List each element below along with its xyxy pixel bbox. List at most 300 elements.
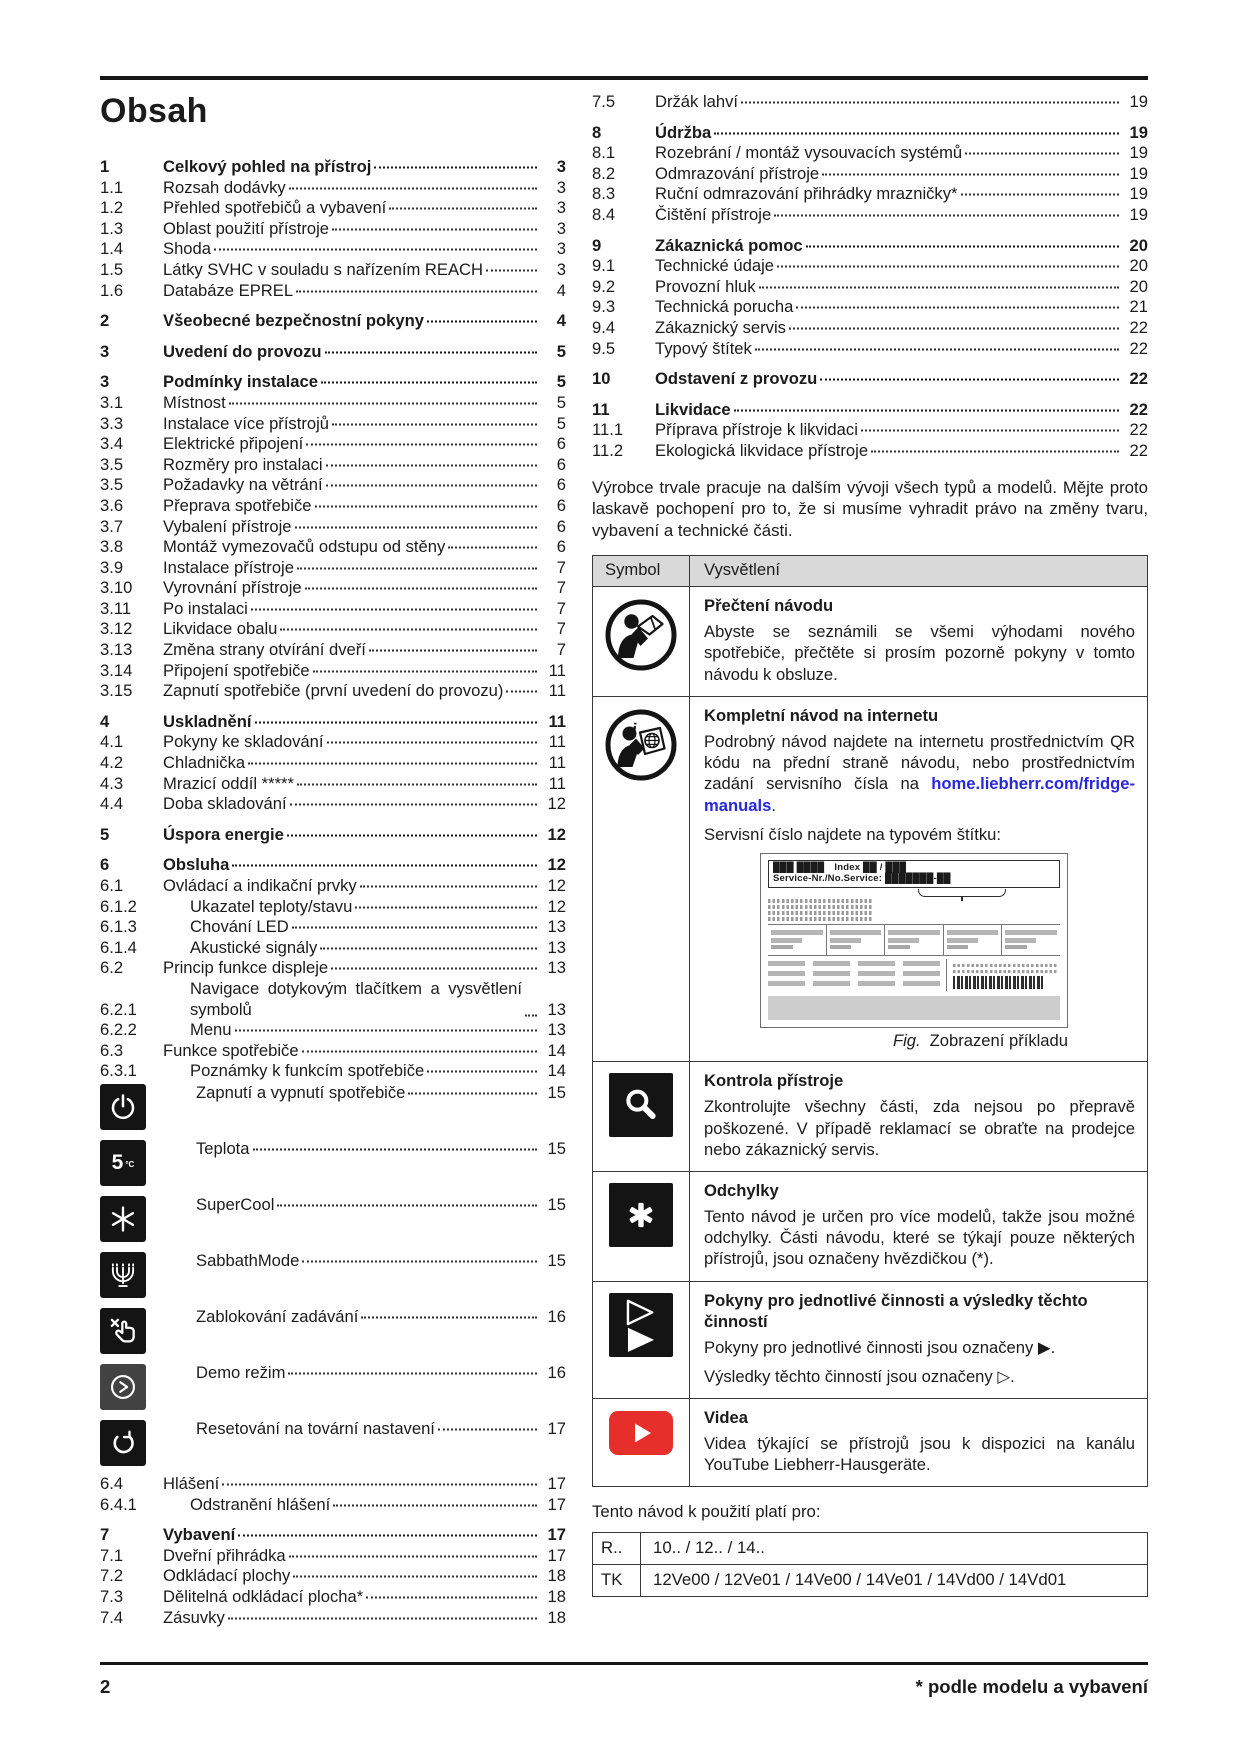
toc-entry xyxy=(100,260,566,281)
toc-entry-page: 13 xyxy=(547,999,566,1019)
toc-entry-with-icon xyxy=(100,1195,566,1250)
toc-entry-number: 3.6 xyxy=(100,495,124,515)
dotted-leader xyxy=(235,1030,537,1032)
toc-entry xyxy=(100,281,566,302)
toc-entry-number: 8.4 xyxy=(592,204,616,224)
dotted-leader xyxy=(277,1204,537,1206)
data-bar xyxy=(888,930,940,935)
toc-entry-number: 3.14 xyxy=(100,660,133,680)
toc-entry-page: 12 xyxy=(547,794,566,814)
symbol-table-row xyxy=(593,696,1147,1062)
dotted-leader xyxy=(315,505,537,507)
toc-list-right xyxy=(592,92,1148,462)
model-list-cell: 10.. / 12.. / 14.. xyxy=(653,1538,765,1558)
toc-entry-page: 4 xyxy=(556,280,566,300)
toc-entry-number: 1.2 xyxy=(100,198,124,218)
symbol-row-title: Kontrola přístroje xyxy=(704,1071,844,1091)
data-bar xyxy=(768,961,805,966)
dotted-leader xyxy=(305,588,537,590)
toc-entry-title: Menu xyxy=(190,1020,232,1040)
barcode xyxy=(953,976,1045,989)
symbol-row-title: Kompletní návod na internetu xyxy=(704,705,939,725)
toc-entry-number: 11.1 xyxy=(592,420,624,440)
toc-entry-page: 7 xyxy=(556,619,566,639)
dotted-leader xyxy=(408,1092,537,1094)
dotted-leader xyxy=(965,153,1119,155)
toc-entry-number: 2 xyxy=(100,311,110,331)
toc-entry-number: 8.2 xyxy=(592,163,616,183)
toc-entry-title: Po instalaci xyxy=(163,598,248,618)
toc-entry-page: 17 xyxy=(547,1494,566,1514)
dotted-leader xyxy=(774,214,1119,216)
toc-entry xyxy=(100,558,566,579)
toc-entry-title: Vybalení přístroje xyxy=(163,516,292,536)
plate-value-bars xyxy=(768,959,946,991)
footer-page-number: 2 xyxy=(100,1676,111,1697)
youtube-icon xyxy=(608,1410,674,1461)
toc-entry xyxy=(100,855,566,876)
toc-entry-title: Uskladnění xyxy=(163,711,252,731)
toc-entry-page: 18 xyxy=(547,1607,566,1627)
toc-entry-page: 6 xyxy=(556,434,566,454)
explanation-paragraph: Servisní číslo najdete na typovém štítku: xyxy=(704,824,1001,844)
toc-entry xyxy=(100,372,566,393)
toc-entry-number: 9.5 xyxy=(592,338,616,358)
plate-data-cell xyxy=(1002,925,1060,956)
toc-entry-title: Vybavení xyxy=(163,1525,236,1545)
toc-entry-page: 17 xyxy=(547,1525,566,1545)
symbol-column-header: Symbol xyxy=(593,556,690,586)
toc-entry-title: Oblast použití přístroje xyxy=(163,218,330,238)
footer-model-note: * podle modelu a vybavení xyxy=(915,1676,1148,1697)
toc-entry-page: 20 xyxy=(1129,256,1148,276)
dotted-leader xyxy=(292,927,537,929)
toc-entry-number: 6.1.2 xyxy=(100,896,137,916)
explanation-paragraph xyxy=(704,731,1135,816)
dotted-leader xyxy=(355,906,537,908)
toc-entry-page: 15 xyxy=(547,1082,566,1102)
dotted-leader xyxy=(327,742,538,744)
explanation-cell xyxy=(690,1172,1147,1281)
toc-entry-page: 3 xyxy=(556,218,566,238)
explanation-cell xyxy=(690,1399,1147,1486)
toc-entry-page: 11 xyxy=(548,753,566,773)
toc-entry-number: 1 xyxy=(100,157,110,176)
toc-entry-number: 1.6 xyxy=(100,280,124,300)
toc-entry xyxy=(592,339,1148,360)
toc-entry-number: 6.3 xyxy=(100,1040,124,1060)
toc-entry-title: Odstranění hlášení xyxy=(190,1494,331,1514)
toc-entry-page: 5 xyxy=(556,392,566,412)
toc-entry-number: 1.4 xyxy=(100,239,124,259)
data-bar xyxy=(903,961,940,966)
dotted-leader xyxy=(296,290,537,292)
toc-entry-page: 4 xyxy=(556,311,566,331)
toc-entry-page: 13 xyxy=(547,937,566,957)
toc-entry-with-icon xyxy=(100,1139,566,1194)
dotted-leader xyxy=(253,1148,537,1150)
dotted-leader xyxy=(369,650,537,652)
toc-entry-number: 4.3 xyxy=(100,773,124,793)
toc-entry xyxy=(100,239,566,260)
toc-entry xyxy=(100,414,566,435)
toc-entry-title: Provozní hluk xyxy=(655,276,756,296)
dotted-leader xyxy=(427,1071,537,1073)
toc-entry-title: Obsluha xyxy=(163,855,230,875)
toc-entry-number: 3.9 xyxy=(100,557,124,577)
toc-entry-number: 1.5 xyxy=(100,259,124,279)
toc-entry-page: 7 xyxy=(556,557,566,577)
toc-entry-title: Databáze EPREL xyxy=(163,280,294,300)
toc-entry-page: 19 xyxy=(1129,122,1148,142)
symbol-table-row xyxy=(593,1398,1147,1486)
toc-entry-with-icon xyxy=(100,1363,566,1418)
dotted-leader xyxy=(288,1372,537,1374)
dotted-leader xyxy=(302,1260,537,1262)
toc-entry-page: 13 xyxy=(547,958,566,978)
toc-entry-title: Ukazatel teploty/stavu xyxy=(190,896,353,916)
fine-print-line xyxy=(768,911,872,915)
toc-entry xyxy=(592,164,1148,185)
toc-entry-page: 15 xyxy=(547,1194,566,1214)
toc-entry-page: 11 xyxy=(548,660,566,680)
toc-entry-number: 3.15 xyxy=(100,681,133,701)
dotted-leader xyxy=(280,629,537,631)
toc-entry-with-icon xyxy=(100,1307,566,1362)
demo-mode-icon xyxy=(100,1364,146,1410)
dotted-leader xyxy=(332,423,537,425)
fine-print-line xyxy=(768,917,872,921)
dotted-leader xyxy=(734,409,1119,411)
toc-entry-title: Rozsah dodávky xyxy=(163,177,286,197)
toc-entry-title: Technická porucha xyxy=(655,297,794,317)
fine-print-line xyxy=(768,899,872,903)
toc-entry xyxy=(100,537,566,558)
toc-entry-title: Celkový pohled na přístroj xyxy=(163,157,372,176)
toc-entry-page: 16 xyxy=(547,1362,566,1382)
symbol-cell xyxy=(593,1172,690,1281)
toc-entry-number: 7.5 xyxy=(592,92,616,111)
dotted-leader xyxy=(486,269,537,271)
toc-entry xyxy=(592,92,1148,113)
toc-entry-title: Odstavení z provozu xyxy=(655,369,818,389)
dotted-leader xyxy=(822,173,1119,175)
toc-entry-number: 6.3.1 xyxy=(100,1061,137,1081)
explanation-cell xyxy=(690,1062,1147,1171)
toc-entry-number: 9.2 xyxy=(592,276,616,296)
toc-entry-number: 3.5 xyxy=(100,454,124,474)
data-bar xyxy=(771,938,802,943)
toc-entry xyxy=(100,876,566,897)
toc-entry-page: 6 xyxy=(556,495,566,515)
dotted-leader xyxy=(961,194,1120,196)
reset-icon xyxy=(100,1420,146,1466)
toc-entry-title: Látky SVHC v souladu s nařízením REACH xyxy=(163,259,484,279)
toc-entry-number: 3.11 xyxy=(100,598,132,618)
dotted-leader xyxy=(325,351,537,353)
dotted-leader xyxy=(287,834,537,836)
data-bar xyxy=(830,930,882,935)
toc-entry-number: 6.1.4 xyxy=(100,937,137,957)
toc-column-left xyxy=(100,80,566,1628)
toc-entry xyxy=(100,599,566,620)
explanation-cell xyxy=(690,1282,1147,1398)
plate-data-grid xyxy=(768,924,1060,957)
two-column-layout xyxy=(100,80,1148,1628)
toc-entry-number: 8 xyxy=(592,122,602,142)
plate-footer-strip xyxy=(768,996,1060,1020)
toc-entry xyxy=(100,958,566,979)
dotted-leader xyxy=(295,526,537,528)
dotted-leader xyxy=(313,670,537,672)
dotted-leader xyxy=(293,1576,537,1578)
dotted-leader xyxy=(228,1617,537,1619)
toc-entry-number: 7 xyxy=(100,1525,110,1545)
dotted-leader xyxy=(389,208,537,210)
dotted-leader xyxy=(306,444,537,446)
toc-entry-page: 19 xyxy=(1129,92,1148,111)
toc-entry-page: 19 xyxy=(1129,204,1148,224)
toc-entry-title: Likvidace xyxy=(655,399,731,419)
data-bar xyxy=(768,971,805,976)
toc-entry xyxy=(100,1041,566,1062)
dotted-leader xyxy=(232,865,537,867)
toc-entry-number: 9 xyxy=(592,235,602,255)
dotted-leader xyxy=(332,228,537,230)
model-type-cell: R.. xyxy=(593,1533,641,1564)
plate-barcode-area xyxy=(946,959,1060,991)
toc-entry xyxy=(100,661,566,682)
toc-entry-page: 15 xyxy=(547,1138,566,1158)
toc-entry-page: 17 xyxy=(547,1418,566,1438)
toc-entry-number: 8.1 xyxy=(592,143,616,163)
fine-print-line xyxy=(953,964,1057,968)
svg-text:i: i xyxy=(630,719,639,740)
dotted-leader xyxy=(297,567,537,569)
toc-entry-title: Princip funkce displeje xyxy=(163,958,329,978)
toc-entry-title: Typový štítek xyxy=(655,338,752,358)
toc-entry-page: 11 xyxy=(548,773,566,793)
toc-entry-number: 3.4 xyxy=(100,434,124,454)
temperature-icon: 5 °C xyxy=(100,1140,146,1186)
toc-entry xyxy=(100,434,566,455)
plate-serial-blocks: ███ ████ xyxy=(773,861,825,873)
toc-entry-number: 7.3 xyxy=(100,1586,124,1606)
symbol-cell xyxy=(593,1282,690,1398)
dotted-leader xyxy=(361,1316,537,1318)
toc-entry-page: 11 xyxy=(548,681,566,701)
toc-entry xyxy=(100,938,566,959)
toc-entry xyxy=(592,205,1148,226)
toc-entry-page: 11 xyxy=(548,711,566,731)
toc-entry xyxy=(592,256,1148,277)
toc-entry-page: 3 xyxy=(556,177,566,197)
dotted-leader xyxy=(360,886,537,888)
toc-entry-number: 3.10 xyxy=(100,578,133,598)
data-bar xyxy=(947,938,978,943)
toc-entry-number: 6.1 xyxy=(100,876,124,895)
toc-entry-title: Rozměry pro instalaci xyxy=(163,454,323,474)
dotted-leader xyxy=(525,1015,537,1017)
toc-entry-page: 12 xyxy=(547,824,566,844)
toc-entry-title: Mrazicí oddíl ***** xyxy=(163,773,294,793)
toc-entry-number: 11 xyxy=(592,399,610,419)
link-context-after: . xyxy=(771,795,776,815)
dotted-leader xyxy=(777,266,1119,268)
toc-entry-number: 4.1 xyxy=(100,732,124,752)
explanation-paragraph: Videa týkající se přístrojů jsou k dispozici na kanálu YouTube Liebherr-Hausgeräte. xyxy=(704,1434,1135,1475)
dotted-leader xyxy=(871,450,1119,452)
model-table-row xyxy=(593,1533,1147,1564)
data-bar xyxy=(888,938,919,943)
toc-entry-title: Navigace dotykovým tlačítkem a vysvětlení symbolů xyxy=(190,978,522,1019)
toc-entry xyxy=(100,640,566,661)
symbol-table-row xyxy=(593,1061,1147,1171)
toc-entry-title: Zapnutí spotřebiče (první uvedení do provozu) xyxy=(163,681,504,701)
toc-entry-number: 3.1 xyxy=(100,392,124,412)
toc-entry-page: 22 xyxy=(1129,338,1148,358)
toc-entry-number: 1.1 xyxy=(100,177,124,197)
fine-print-line xyxy=(768,905,872,909)
toc-entry xyxy=(592,277,1148,298)
figure-caption-text: Zobrazení příkladu xyxy=(929,1031,1068,1051)
toc-entry-title: Elektrické připojení xyxy=(163,434,304,454)
dotted-leader xyxy=(238,1535,537,1537)
explanation-cell xyxy=(690,587,1147,696)
dotted-leader xyxy=(861,430,1119,432)
toc-entry-page: 12 xyxy=(547,896,566,916)
dotted-leader xyxy=(214,249,537,251)
toc-entry-title: Chování LED xyxy=(190,917,289,937)
dotted-leader xyxy=(289,1555,537,1557)
toc-entry-title: Dělitelná odkládací plocha* xyxy=(163,1586,364,1606)
figure-caption-label: Fig. xyxy=(892,1031,921,1051)
toc-entry-page: 22 xyxy=(1129,369,1148,389)
toc-entry xyxy=(100,342,566,363)
toc-entry-title: Všeobecné bezpečnostní pokyny xyxy=(163,311,424,331)
toc-entry xyxy=(100,1020,566,1041)
plate-data-cell xyxy=(768,925,827,956)
toc-entry-page: 12 xyxy=(547,855,566,875)
model-list-cell: 12Ve00 / 12Ve01 / 14Ve00 / 14Ve01 / 14Vd00 / 14Vd01 xyxy=(653,1570,1067,1590)
toc-entry-title: Funkce spotřebiče xyxy=(163,1040,299,1060)
toc-entry-number: 9.1 xyxy=(592,256,616,276)
manufacturer-note: Výrobce trvale pracuje na dalším vývoji všech typů a modelů. Mějte proto laskavě pochopení pro to, že si musíme vyhradit právo na změny tvaru, vybavení a technické části. xyxy=(592,477,1148,540)
toc-entry-page: 13 xyxy=(547,1020,566,1040)
toc-entry xyxy=(592,297,1148,318)
data-bar xyxy=(771,945,793,949)
plate-fine-print xyxy=(768,899,1060,921)
toc-entry-title: Likvidace obalu xyxy=(163,619,278,639)
action-steps-icon xyxy=(609,1293,673,1357)
toc-entry-title: Akustické signály xyxy=(190,937,318,957)
toc-entry-number: 4 xyxy=(100,711,110,731)
toc-entry-title: Zapnutí a vypnutí spotřebiče xyxy=(196,1082,406,1102)
dotted-leader xyxy=(820,379,1119,381)
dotted-leader xyxy=(326,485,537,487)
dotted-leader xyxy=(448,547,537,549)
right-column xyxy=(592,80,1148,1628)
toc-entry xyxy=(592,369,1148,390)
toc-entry xyxy=(100,198,566,219)
toc-entry xyxy=(592,123,1148,144)
toc-entry xyxy=(100,1608,566,1629)
dotted-leader xyxy=(326,464,537,466)
toc-entry-number: 3.5 xyxy=(100,475,124,495)
toc-entry-page: 12 xyxy=(547,876,566,895)
toc-entry-title: Držák lahví xyxy=(655,92,738,111)
toc-entry-page: 17 xyxy=(547,1545,566,1565)
toc-entry-title: Připojení spotřebiče xyxy=(163,660,310,680)
page-title: Obsah xyxy=(100,92,208,130)
read-manual-icon xyxy=(604,598,678,677)
toc-entry-number: 6 xyxy=(100,855,110,875)
toc-entry-title: Pokyny ke skladování xyxy=(163,732,324,752)
toc-entry-number: 9.4 xyxy=(592,317,616,337)
toc-entry xyxy=(592,420,1148,441)
symbol-table-row xyxy=(593,1171,1147,1281)
toc-entry xyxy=(100,712,566,733)
toc-entry-title: Odkládací plochy xyxy=(163,1566,291,1586)
toc-entry xyxy=(100,219,566,240)
toc-entry-title: Dveřní přihrádka xyxy=(163,1545,286,1565)
toc-entry xyxy=(100,1061,566,1082)
dotted-leader xyxy=(796,307,1119,309)
toc-entry-page: 7 xyxy=(556,640,566,660)
toc-entry-title: Teplota xyxy=(196,1138,250,1158)
dotted-leader xyxy=(320,947,537,949)
toc-entry-page: 18 xyxy=(547,1586,566,1606)
plate-data-cell xyxy=(827,925,886,956)
toc-entry-title: Zablokování zadávání xyxy=(196,1306,359,1326)
toc-entry-title: Technické údaje xyxy=(655,256,774,276)
toc-entry-title: Zákaznická pomoc xyxy=(655,235,803,255)
toc-entry xyxy=(592,236,1148,257)
toc-entry-title: Ovládací a indikační prvky xyxy=(163,876,357,895)
toc-entry-title: Úspora energie xyxy=(163,824,284,844)
toc-entry xyxy=(592,143,1148,164)
dotted-leader xyxy=(427,321,537,323)
toc-entry-page: 6 xyxy=(556,454,566,474)
online-manual-icon xyxy=(604,708,678,787)
symbol-table-row xyxy=(593,1281,1147,1398)
toc-entry-title: Hlášení xyxy=(163,1473,220,1493)
toc-entry-page: 5 xyxy=(556,413,566,433)
toc-entry-page: 3 xyxy=(556,259,566,279)
toc-entry-page: 3 xyxy=(556,198,566,218)
symbol-cell xyxy=(593,697,690,1062)
toc-entry-number: 6.4 xyxy=(100,1473,124,1493)
toc-entry xyxy=(100,475,566,496)
fine-print-line xyxy=(953,970,1057,974)
model-table xyxy=(592,1532,1148,1597)
toc-entry xyxy=(100,455,566,476)
data-bar xyxy=(947,930,999,935)
symbol-row-title: Videa xyxy=(704,1408,748,1428)
toc-entry-title: Shoda xyxy=(163,239,211,259)
toc-entry-title: Podmínky instalace xyxy=(163,372,318,392)
data-bar xyxy=(947,945,969,949)
toc-entry-title: Resetování na tovární nastavení xyxy=(196,1418,435,1438)
dotted-leader xyxy=(297,783,537,785)
toc-entry xyxy=(100,774,566,795)
manual-web-link[interactable]: home.liebherr.com/fridge-manuals xyxy=(704,774,1135,815)
toc-entry-page: 3 xyxy=(556,239,566,259)
dotted-leader xyxy=(321,382,537,384)
toc-entry-title: Požadavky na větrání xyxy=(163,475,323,495)
toc-entry-with-icon xyxy=(100,1419,566,1474)
model-type-cell: TK xyxy=(593,1565,641,1596)
